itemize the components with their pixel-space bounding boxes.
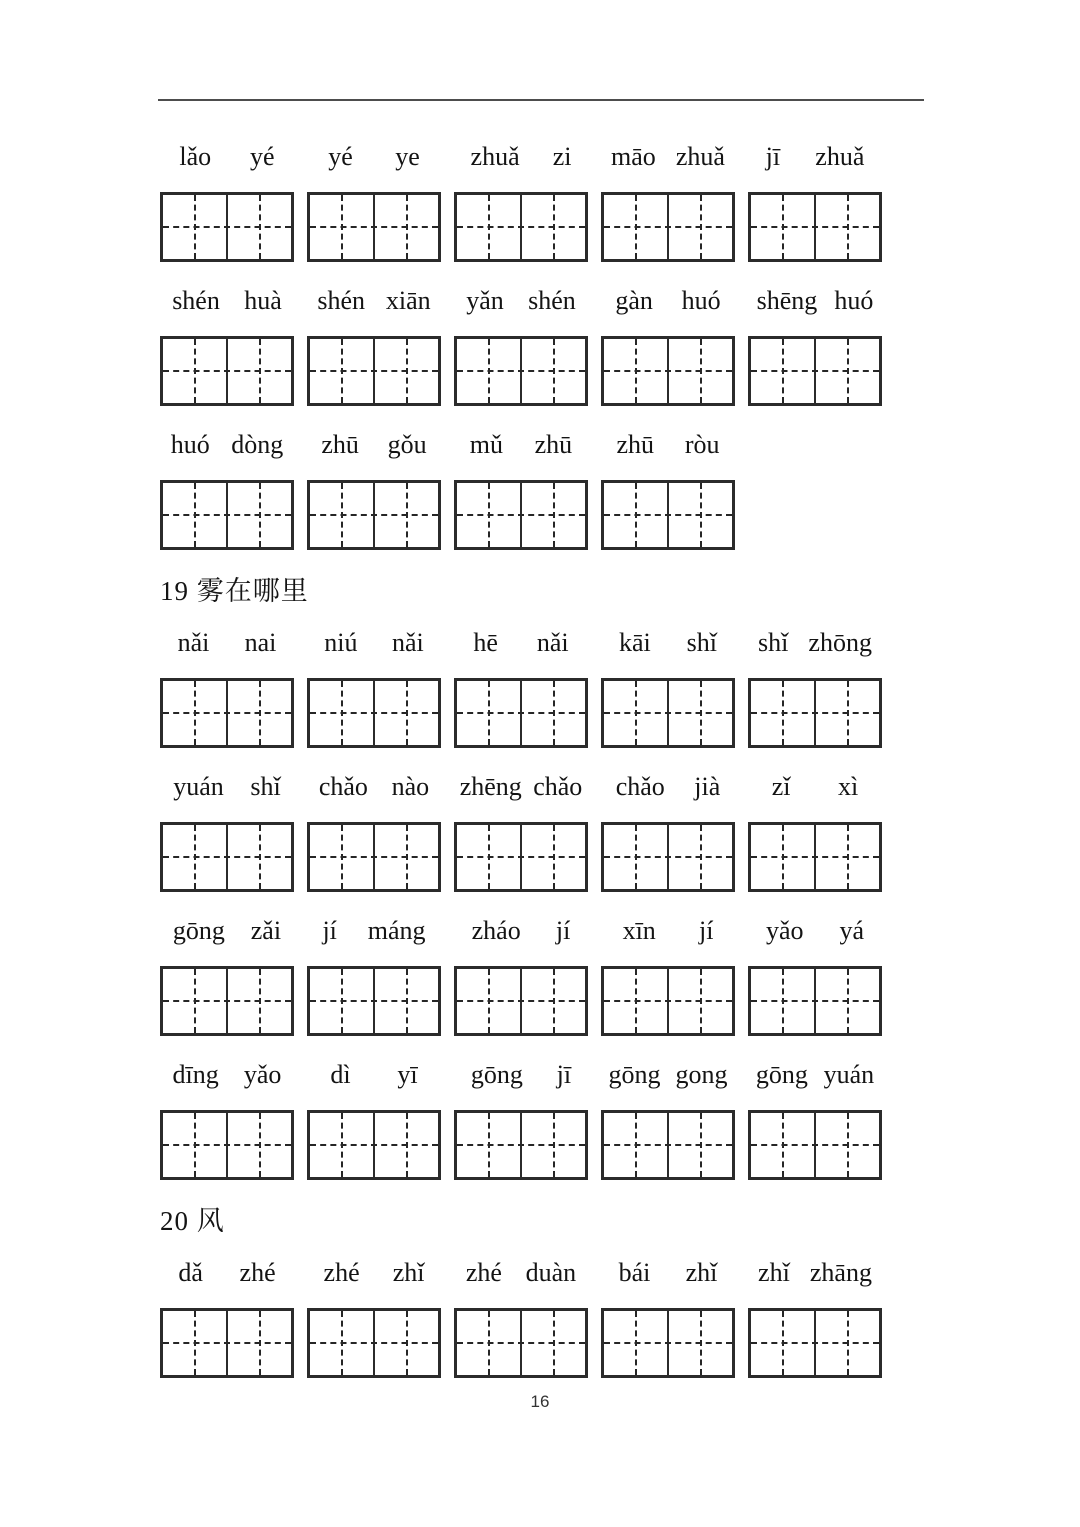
pinyin-syllable: zǐ	[771, 772, 791, 801]
grid-cell	[814, 969, 879, 1033]
pinyin-syllable: nǎi	[177, 628, 210, 657]
word-item	[601, 430, 735, 550]
grid-cell	[520, 825, 585, 889]
pinyin-syllable: huà	[244, 286, 282, 315]
word-row	[160, 772, 926, 892]
writing-grid	[160, 1308, 294, 1378]
writing-grid	[160, 678, 294, 748]
pinyin-syllable: lǎo	[179, 142, 212, 171]
pinyin-syllable: māo	[611, 142, 656, 171]
grid-cell	[457, 195, 520, 259]
pinyin-label	[601, 1060, 735, 1090]
pinyin-label	[454, 628, 588, 658]
grid-cell	[226, 1113, 291, 1177]
grid-cell	[226, 1311, 291, 1375]
pinyin-syllable: shén	[528, 286, 576, 315]
pinyin-syllable: xì	[838, 772, 859, 801]
grid-cell	[667, 1113, 732, 1177]
pinyin-syllable: nai	[244, 628, 277, 657]
grid-cell	[814, 195, 879, 259]
grid-cell	[163, 969, 226, 1033]
writing-grid	[601, 192, 735, 262]
grid-cell	[163, 1113, 226, 1177]
word-item	[160, 286, 294, 406]
writing-grid	[160, 480, 294, 550]
pinyin-syllable: jí	[322, 916, 337, 945]
pinyin-syllable: gǒu	[387, 430, 427, 459]
pinyin-syllable: jī	[765, 142, 781, 171]
writing-grid	[454, 822, 588, 892]
pinyin-syllable: yī	[397, 1060, 418, 1089]
grid-cell	[310, 681, 373, 745]
pinyin-syllable: zhuǎ	[470, 142, 520, 171]
grid-cell	[457, 339, 520, 403]
pinyin-label	[160, 142, 294, 172]
writing-grid	[748, 1308, 882, 1378]
word-item	[748, 916, 882, 1036]
pinyin-syllable: niú	[324, 628, 358, 657]
pinyin-syllable: zhé	[323, 1258, 360, 1287]
pinyin-syllable: gong	[675, 1060, 728, 1089]
pinyin-syllable: jí	[555, 916, 571, 945]
word-item	[748, 1060, 882, 1180]
grid-cell	[751, 969, 814, 1033]
grid-cell	[163, 681, 226, 745]
writing-grid	[160, 192, 294, 262]
writing-grid	[748, 192, 882, 262]
writing-grid	[307, 336, 441, 406]
pinyin-label	[601, 286, 735, 316]
pinyin-syllable: máng	[367, 916, 426, 945]
grid-cell	[520, 969, 585, 1033]
pinyin-label	[748, 772, 882, 802]
pinyin-syllable: dīng	[172, 1060, 219, 1089]
writing-grid	[454, 678, 588, 748]
pinyin-syllable: zhū	[534, 430, 573, 459]
pinyin-syllable: xīn	[622, 916, 656, 945]
grid-cell	[226, 483, 291, 547]
pinyin-syllable: zhū	[616, 430, 654, 459]
word-item	[748, 772, 882, 892]
word-item	[454, 916, 588, 1036]
pinyin-syllable: zhé	[239, 1258, 276, 1287]
grid-cell	[604, 195, 667, 259]
writing-grid	[454, 336, 588, 406]
word-row	[160, 142, 926, 262]
pinyin-syllable: bái	[618, 1258, 651, 1287]
grid-cell	[604, 825, 667, 889]
pinyin-syllable: kāi	[618, 628, 651, 657]
word-item	[307, 628, 441, 748]
grid-cell	[814, 681, 879, 745]
grid-cell	[310, 969, 373, 1033]
grid-cell	[667, 681, 732, 745]
pinyin-syllable: yǎo	[243, 1060, 282, 1089]
grid-cell	[814, 825, 879, 889]
word-item	[454, 772, 588, 892]
grid-cell	[310, 483, 373, 547]
grid-cell	[163, 339, 226, 403]
grid-cell	[226, 681, 291, 745]
grid-cell	[604, 969, 667, 1033]
word-item	[748, 286, 882, 406]
grid-cell	[520, 1311, 585, 1375]
pinyin-syllable: ròu	[684, 430, 720, 459]
word-item	[307, 286, 441, 406]
word-item	[601, 1258, 735, 1378]
pinyin-label	[160, 1258, 294, 1288]
grid-cell	[814, 1311, 879, 1375]
worksheet-body	[160, 101, 926, 1402]
writing-grid	[748, 966, 882, 1036]
pinyin-syllable: huó	[170, 430, 210, 459]
pinyin-label	[307, 1258, 441, 1288]
pinyin-syllable: zháo	[471, 916, 521, 945]
pinyin-syllable: zhé	[465, 1258, 502, 1287]
writing-grid	[454, 192, 588, 262]
pinyin-syllable: chǎo	[615, 772, 665, 801]
writing-grid	[160, 336, 294, 406]
grid-cell	[310, 825, 373, 889]
grid-cell	[226, 339, 291, 403]
pinyin-syllable: nǎi	[391, 628, 424, 657]
pinyin-syllable: yuán	[173, 772, 224, 801]
pinyin-syllable: zhuǎ	[675, 142, 725, 171]
pinyin-syllable: chǎo	[533, 772, 583, 801]
pinyin-syllable: gōng	[755, 1060, 808, 1089]
section-heading: 19 雾在哪里	[160, 576, 309, 606]
pinyin-syllable: duàn	[525, 1258, 577, 1287]
writing-grid	[307, 822, 441, 892]
pinyin-syllable: dòng	[231, 430, 284, 459]
pinyin-syllable: hē	[473, 628, 498, 657]
pinyin-label	[160, 430, 294, 460]
pinyin-syllable: huó	[681, 286, 721, 315]
pinyin-label	[160, 1060, 294, 1090]
writing-grid	[307, 678, 441, 748]
grid-cell	[751, 1113, 814, 1177]
pinyin-syllable: yǎo	[765, 916, 804, 945]
grid-cell	[373, 681, 438, 745]
grid-cell	[373, 339, 438, 403]
pinyin-label	[601, 628, 735, 658]
pinyin-label	[307, 628, 441, 658]
grid-cell	[667, 483, 732, 547]
writing-grid	[601, 336, 735, 406]
word-item	[601, 286, 735, 406]
writing-grid	[160, 1110, 294, 1180]
word-item	[454, 286, 588, 406]
grid-cell	[163, 483, 226, 547]
word-item	[601, 142, 735, 262]
pinyin-label	[454, 1060, 588, 1090]
grid-cell	[457, 681, 520, 745]
pinyin-label	[748, 916, 882, 946]
word-row	[160, 286, 926, 406]
grid-cell	[310, 339, 373, 403]
word-item	[748, 142, 882, 262]
word-item	[307, 1060, 441, 1180]
writing-grid	[601, 822, 735, 892]
grid-cell	[604, 339, 667, 403]
pinyin-syllable: dì	[330, 1060, 351, 1089]
pinyin-syllable: zhǐ	[392, 1258, 425, 1287]
pinyin-syllable: shén	[317, 286, 366, 315]
page-number: 16	[530, 1392, 550, 1411]
writing-grid	[307, 480, 441, 550]
pinyin-label	[454, 772, 588, 802]
pinyin-label	[601, 430, 735, 460]
pinyin-syllable: jià	[694, 772, 721, 801]
pinyin-syllable: shǐ	[758, 628, 789, 657]
grid-cell	[604, 483, 667, 547]
grid-cell	[814, 339, 879, 403]
writing-grid	[601, 678, 735, 748]
grid-cell	[163, 1311, 226, 1375]
word-item	[307, 916, 441, 1036]
grid-cell	[226, 825, 291, 889]
pinyin-syllable: nǎi	[536, 628, 569, 657]
pinyin-syllable: yé	[328, 142, 353, 171]
pinyin-label	[748, 142, 882, 172]
grid-cell	[373, 1311, 438, 1375]
grid-cell	[310, 1311, 373, 1375]
word-item	[307, 430, 441, 550]
pinyin-label	[748, 628, 882, 658]
pinyin-syllable: shén	[172, 286, 220, 315]
grid-cell	[751, 681, 814, 745]
grid-cell	[373, 825, 438, 889]
pinyin-syllable: zǎi	[250, 916, 282, 945]
writing-grid	[454, 1308, 588, 1378]
pinyin-label	[601, 1258, 735, 1288]
grid-cell	[814, 1113, 879, 1177]
pinyin-label	[748, 286, 882, 316]
pinyin-syllable: zhēng	[459, 772, 522, 801]
writing-grid	[307, 1110, 441, 1180]
pinyin-label	[454, 916, 588, 946]
grid-cell	[751, 825, 814, 889]
grid-cell	[751, 195, 814, 259]
grid-cell	[604, 1113, 667, 1177]
pinyin-syllable: chǎo	[318, 772, 368, 801]
word-item	[160, 142, 294, 262]
word-item	[601, 1060, 735, 1180]
pinyin-label	[160, 772, 294, 802]
pinyin-syllable: ye	[395, 142, 420, 171]
word-row	[160, 430, 926, 550]
writing-grid	[748, 822, 882, 892]
pinyin-syllable: zi	[552, 142, 572, 171]
pinyin-label	[601, 142, 735, 172]
writing-grid	[748, 1110, 882, 1180]
pinyin-syllable: zhuǎ	[815, 142, 865, 171]
word-item	[454, 1060, 588, 1180]
pinyin-label	[748, 1258, 882, 1288]
pinyin-syllable: gàn	[615, 286, 653, 315]
grid-cell	[667, 195, 732, 259]
pinyin-syllable: zhāng	[809, 1258, 872, 1287]
word-item	[748, 1258, 882, 1378]
grid-cell	[520, 483, 585, 547]
grid-cell	[163, 825, 226, 889]
pinyin-syllable: yá	[839, 916, 865, 945]
pinyin-syllable: shǐ	[250, 772, 281, 801]
pinyin-label	[307, 1060, 441, 1090]
grid-cell	[667, 1311, 732, 1375]
pinyin-syllable: jī	[556, 1060, 572, 1089]
pinyin-syllable: zhū	[321, 430, 359, 459]
grid-cell	[667, 339, 732, 403]
pinyin-syllable: zhǐ	[758, 1258, 790, 1287]
writing-grid	[601, 966, 735, 1036]
writing-grid	[160, 966, 294, 1036]
grid-cell	[373, 195, 438, 259]
word-item	[454, 430, 588, 550]
word-row	[160, 628, 926, 748]
grid-cell	[373, 969, 438, 1033]
pinyin-syllable: zhōng	[808, 628, 872, 657]
pinyin-label	[160, 916, 294, 946]
writing-grid	[748, 678, 882, 748]
pinyin-syllable: yé	[250, 142, 275, 171]
word-item	[454, 1258, 588, 1378]
grid-cell	[457, 1311, 520, 1375]
grid-cell	[751, 1311, 814, 1375]
writing-grid	[307, 966, 441, 1036]
word-item	[601, 916, 735, 1036]
pinyin-label	[160, 628, 294, 658]
pinyin-syllable: gōng	[608, 1060, 661, 1089]
grid-cell	[457, 1113, 520, 1177]
writing-grid	[601, 480, 735, 550]
grid-cell	[520, 339, 585, 403]
writing-grid	[307, 1308, 441, 1378]
word-item	[160, 772, 294, 892]
pinyin-label	[307, 286, 441, 316]
section-heading: 20 风	[160, 1206, 225, 1236]
grid-cell	[667, 969, 732, 1033]
pinyin-syllable: jí	[698, 916, 714, 945]
word-item	[160, 1258, 294, 1378]
pinyin-label	[601, 916, 735, 946]
word-row	[160, 1258, 926, 1378]
pinyin-label	[601, 772, 735, 802]
pinyin-syllable: nào	[391, 772, 430, 801]
grid-cell	[751, 339, 814, 403]
pinyin-syllable: gōng	[172, 916, 225, 945]
pinyin-syllable: huó	[834, 286, 874, 315]
grid-cell	[457, 969, 520, 1033]
word-item	[160, 430, 294, 550]
pinyin-label	[454, 142, 588, 172]
grid-cell	[520, 681, 585, 745]
pinyin-syllable: yuán	[823, 1060, 875, 1089]
grid-cell	[604, 681, 667, 745]
grid-cell	[310, 195, 373, 259]
pinyin-syllable: gōng	[470, 1060, 523, 1089]
pinyin-syllable: shēng	[756, 286, 818, 315]
writing-grid	[160, 822, 294, 892]
pinyin-label	[307, 772, 441, 802]
pinyin-label	[160, 286, 294, 316]
pinyin-syllable: xiān	[385, 286, 431, 315]
grid-cell	[226, 195, 291, 259]
word-item	[160, 1060, 294, 1180]
pinyin-label	[748, 1060, 882, 1090]
pinyin-label	[454, 1258, 588, 1288]
grid-cell	[310, 1113, 373, 1177]
word-item	[601, 772, 735, 892]
grid-cell	[520, 1113, 585, 1177]
pinyin-syllable: shǐ	[686, 628, 718, 657]
grid-cell	[457, 825, 520, 889]
grid-cell	[226, 969, 291, 1033]
pinyin-label	[454, 430, 588, 460]
writing-grid	[601, 1110, 735, 1180]
word-row	[160, 1060, 926, 1180]
word-item	[307, 772, 441, 892]
writing-grid	[601, 1308, 735, 1378]
pinyin-syllable: dǎ	[178, 1258, 203, 1287]
writing-grid	[454, 1110, 588, 1180]
word-item	[307, 1258, 441, 1378]
pinyin-label	[307, 916, 441, 946]
word-item	[307, 142, 441, 262]
word-item	[748, 628, 882, 748]
word-item	[454, 142, 588, 262]
writing-grid	[748, 336, 882, 406]
pinyin-syllable: mǔ	[469, 430, 504, 459]
word-item	[160, 916, 294, 1036]
grid-cell	[373, 1113, 438, 1177]
word-item	[160, 628, 294, 748]
writing-grid	[454, 966, 588, 1036]
grid-cell	[667, 825, 732, 889]
word-row	[160, 916, 926, 1036]
pinyin-label	[307, 430, 441, 460]
word-item	[454, 628, 588, 748]
writing-grid	[307, 192, 441, 262]
pinyin-label	[307, 142, 441, 172]
word-item	[601, 628, 735, 748]
grid-cell	[373, 483, 438, 547]
grid-cell	[163, 195, 226, 259]
writing-grid	[454, 480, 588, 550]
pinyin-syllable: zhǐ	[685, 1258, 718, 1287]
grid-cell	[604, 1311, 667, 1375]
grid-cell	[520, 195, 585, 259]
grid-cell	[457, 483, 520, 547]
pinyin-label	[454, 286, 588, 316]
pinyin-syllable: yǎn	[466, 286, 504, 315]
